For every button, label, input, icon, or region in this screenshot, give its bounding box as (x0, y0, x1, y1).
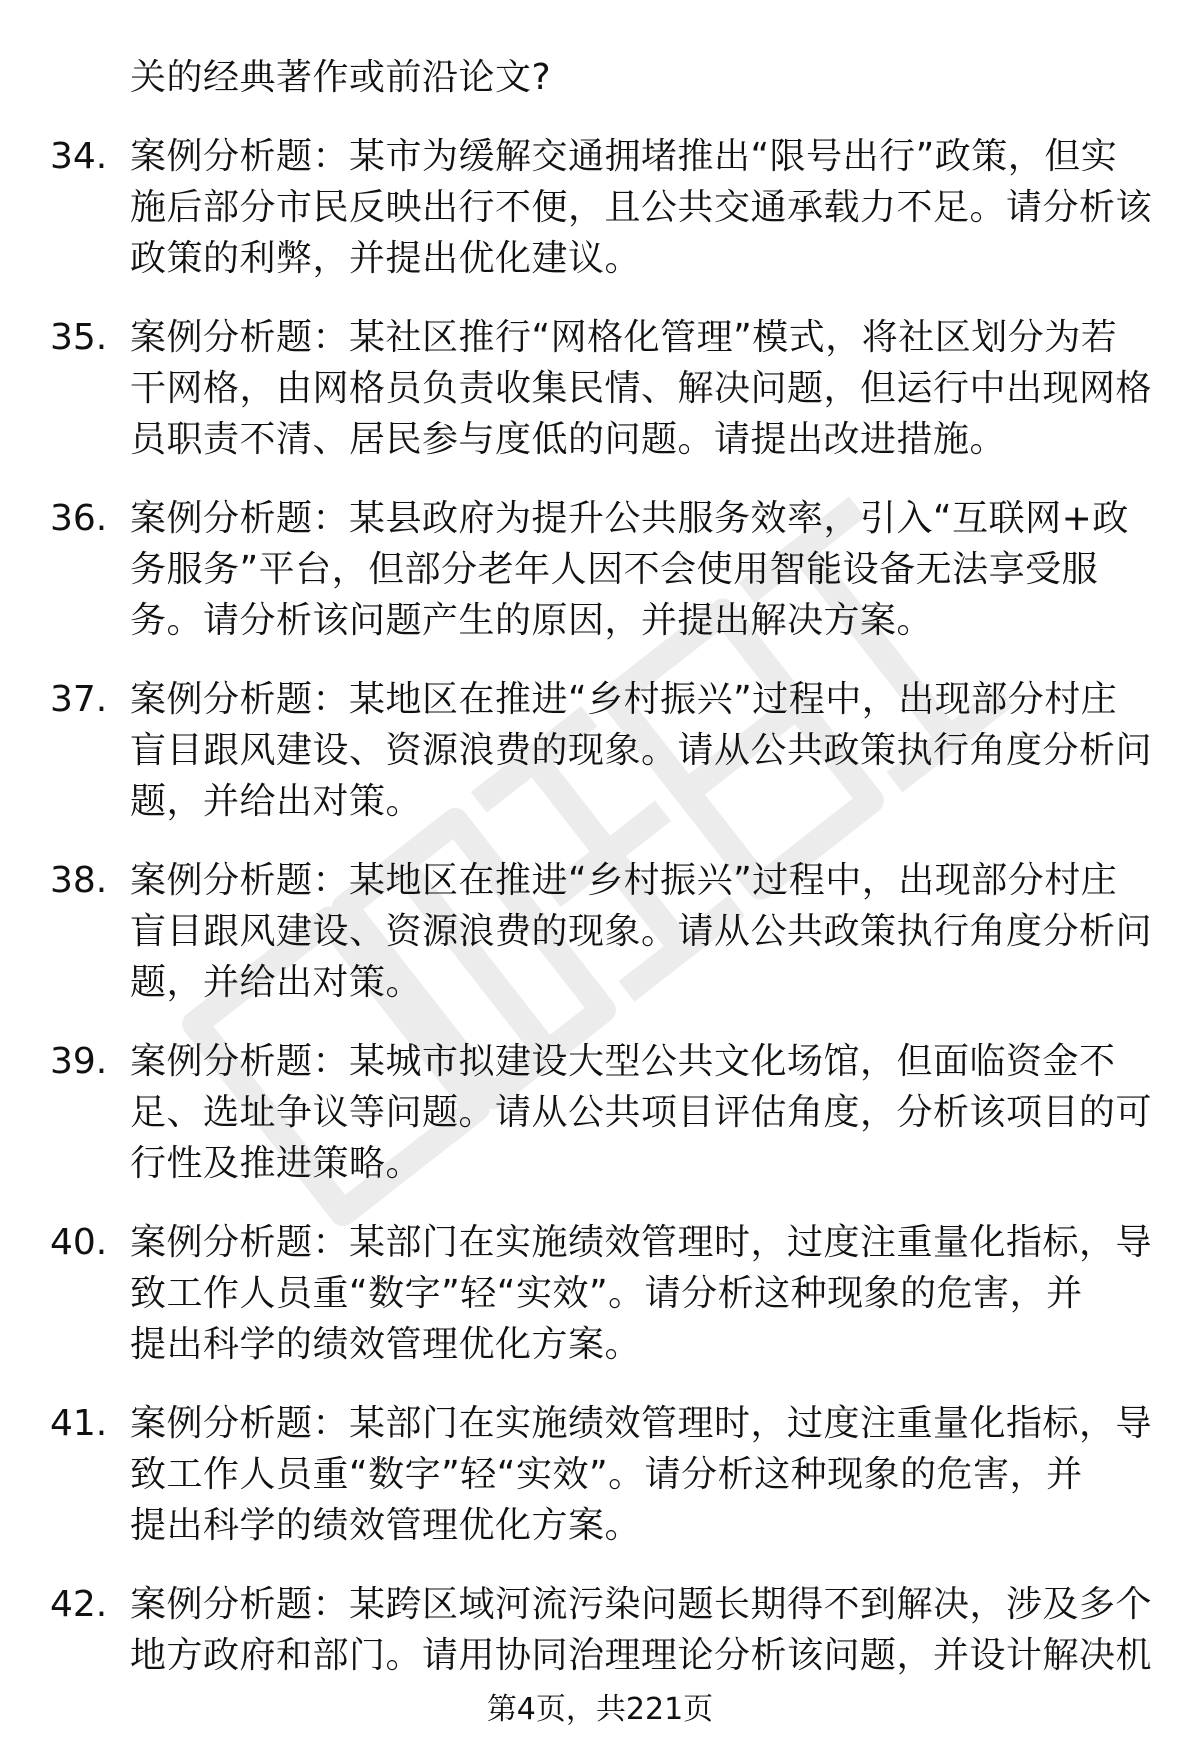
question-line: 地方政府和部门。请用协同治理理论分析该问题，并设计解决机 (130, 1635, 1153, 1676)
question-number: 37. (50, 679, 108, 720)
question-line: 行性及推进策略。 (130, 1143, 423, 1184)
question-line: 案例分析题：某县政府为提升公共服务效率，引入“互联网+政 (130, 498, 1129, 539)
question-item (50, 493, 1140, 646)
page-footer: 第4页，共221页 (486, 1692, 714, 1727)
question-line: 干网格，由网格员负责收集民情、解决问题，但运行中出现网格 (130, 368, 1153, 409)
question-line: 提出科学的绩效管理优化方案。 (130, 1505, 642, 1546)
question-item (50, 131, 1153, 284)
question-line: 提出科学的绩效管理优化方案。 (130, 1324, 642, 1365)
continued-line: 关的经典著作或前沿论文? (130, 57, 552, 98)
question-text (50, 131, 1153, 284)
question-line: 题，并给出对策。 (130, 781, 423, 822)
question-line: 致工作人员重“数字”轻“实效”。请分析这种现象的危害，并 (130, 1454, 1083, 1495)
question-number: 41. (50, 1403, 108, 1444)
question-number: 42. (50, 1584, 108, 1625)
question-line: 案例分析题：某地区在推进“乡村振兴”过程中，出现部分村庄 (130, 860, 1118, 901)
question-number: 35. (50, 317, 108, 358)
question-text (50, 1217, 1153, 1370)
question-line: 盲目跟风建设、资源浪费的现象。请从公共政策执行角度分析问 (130, 730, 1153, 771)
question-item (50, 1398, 1153, 1551)
question-item (50, 1217, 1153, 1370)
document-content (50, 52, 1153, 1681)
question-text (50, 493, 1140, 646)
question-text (50, 1036, 1153, 1189)
question-line: 案例分析题：某部门在实施绩效管理时，过度注重量化指标，导 (130, 1222, 1153, 1263)
question-line: 务服务”平台，但部分老年人因不会使用智能设备无法享受服 (130, 549, 1099, 590)
question-text (50, 674, 1153, 827)
question-item (50, 855, 1153, 1008)
question-line: 员职责不清、居民参与度低的问题。请提出改进措施。 (130, 419, 1007, 460)
question-line: 务。请分析该问题产生的原因，并提出解决方案。 (130, 600, 934, 641)
question-line: 施后部分市民反映出行不便，且公共交通承载力不足。请分析该 (130, 187, 1153, 228)
question-item (50, 1579, 1153, 1681)
question-line: 案例分析题：某市为缓解交通拥堵推出“限号出行”政策，但实 (130, 136, 1118, 177)
question-item (50, 312, 1153, 465)
question-line: 盲目跟风建设、资源浪费的现象。请从公共政策执行角度分析问 (130, 911, 1153, 952)
question-line: 案例分析题：某部门在实施绩效管理时，过度注重量化指标，导 (130, 1403, 1153, 1444)
question-item (50, 674, 1153, 827)
question-line: 政策的利弊，并提出优化建议。 (130, 238, 642, 279)
question-text (50, 312, 1153, 465)
question-number: 34. (50, 136, 108, 177)
question-line: 案例分析题：某跨区域河流污染问题长期得不到解决，涉及多个 (130, 1584, 1153, 1625)
question-number: 40. (50, 1222, 108, 1263)
question-number: 38. (50, 860, 108, 901)
question-list (50, 131, 1153, 1681)
question-item (50, 1036, 1153, 1189)
question-line: 致工作人员重“数字”轻“实效”。请分析这种现象的危害，并 (130, 1273, 1083, 1314)
question-text (50, 1579, 1153, 1681)
question-line: 题，并给出对策。 (130, 962, 423, 1003)
question-number: 36. (50, 498, 108, 539)
question-number: 39. (50, 1041, 108, 1082)
question-text (50, 1398, 1153, 1551)
question-line: 案例分析题：某地区在推进“乡村振兴”过程中，出现部分村庄 (130, 679, 1118, 720)
question-line: 案例分析题：某城市拟建设大型公共文化场馆，但面临资金不 (130, 1041, 1116, 1082)
question-line: 足、选址争议等问题。请从公共项目评估角度，分析该项目的可 (130, 1092, 1153, 1133)
question-line: 案例分析题：某社区推行“网格化管理”模式，将社区划分为若 (130, 317, 1118, 358)
question-text (50, 855, 1153, 1008)
